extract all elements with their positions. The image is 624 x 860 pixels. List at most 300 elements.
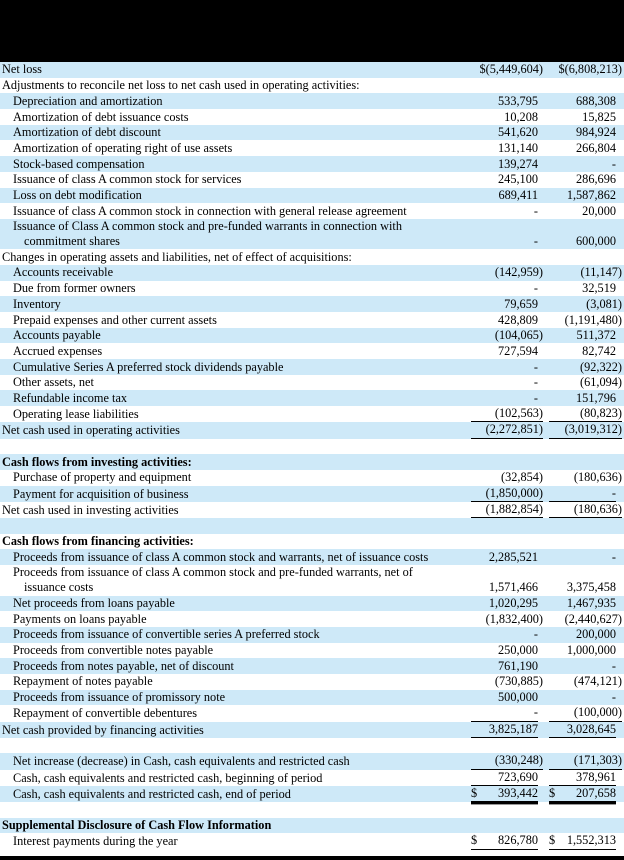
amount-text: 20,000	[582, 203, 616, 218]
row-label-text: Proceeds from issuance of class A common stock and warrants, net of issuance costs	[13, 549, 429, 564]
amount-text: (1,191,480)	[564, 312, 622, 327]
spacer-row	[0, 439, 624, 455]
amount-text: (3,081)	[586, 296, 622, 311]
amount-text: 1,587,862	[566, 187, 616, 202]
value-col1	[467, 249, 545, 265]
table-row	[0, 470, 624, 486]
table-row	[0, 690, 624, 706]
row-label-cell	[0, 406, 467, 422]
row-label-text: Repayment of convertible debentures	[13, 706, 198, 721]
amount-text: (102,563)	[494, 406, 543, 421]
value-col1	[467, 565, 545, 595]
row-label-text: Cumulative Series A preferred stock dividends payable	[13, 359, 284, 374]
value-col1	[467, 802, 545, 818]
amount-text: (3,019,312)	[564, 422, 622, 437]
row-label-text: Cash flows from investing activities:	[2, 454, 192, 469]
table-row	[0, 674, 624, 690]
row-label-cell	[0, 78, 467, 94]
value-col1	[467, 690, 545, 706]
row-label-text: Proceeds from issuance of class A common stock and pre-funded warrants, net of	[13, 565, 413, 580]
amount-text: (2,440,627)	[564, 611, 622, 626]
amount-text: 761,190	[498, 658, 538, 673]
row-label-wrap-text: commitment shares	[24, 234, 120, 249]
value-col2	[545, 549, 624, 565]
value-col1	[467, 470, 545, 486]
currency-symbol: $	[471, 833, 478, 848]
page-bottom-rule	[0, 856, 624, 860]
value-col2	[545, 627, 624, 643]
value-col2	[545, 78, 624, 94]
value-col2	[545, 359, 624, 375]
value-col2	[545, 565, 624, 595]
value-col1	[467, 705, 545, 721]
row-label-text: Operating lease liabilities	[13, 407, 139, 422]
row-label-wrap-text: issuance costs	[24, 580, 94, 595]
value-col2	[545, 502, 624, 518]
amount-text: (142,959)	[494, 265, 543, 280]
row-label-text: Inventory	[13, 296, 61, 311]
amount-text: 131,140	[498, 140, 538, 155]
row-label-cell	[0, 690, 467, 706]
amount-text: (180,636)	[573, 470, 622, 485]
value-col2	[545, 328, 624, 344]
row-label-text: Amortization of debt discount	[13, 125, 161, 140]
value-col2	[545, 140, 624, 156]
row-label-text: Cash flows from financing activities:	[2, 534, 194, 549]
value-col1	[467, 406, 545, 422]
amount-text: 15,825	[582, 109, 616, 124]
amount-text: $(6,808,213)	[558, 62, 622, 77]
value-col2	[545, 833, 624, 849]
amount-text: 1,020,295	[488, 595, 538, 610]
amount-text: (171,303)	[573, 753, 622, 768]
row-label-cell	[0, 643, 467, 659]
value-col1	[467, 328, 545, 344]
value-col2	[545, 296, 624, 312]
amount-text: -	[611, 156, 616, 171]
value-col1	[467, 78, 545, 94]
table-row	[0, 705, 624, 721]
cash-flow-table-body	[0, 62, 624, 850]
table-row	[0, 375, 624, 391]
amount-text: 3,028,645	[566, 721, 616, 736]
value-col1	[467, 786, 545, 802]
table-row	[0, 818, 624, 834]
row-label-text: Amortization of operating right of use assets	[13, 140, 233, 155]
value-col2	[545, 375, 624, 391]
value-col1	[467, 156, 545, 172]
value-col1	[467, 109, 545, 125]
amount-text: -	[533, 705, 538, 720]
row-label-cell	[0, 770, 467, 786]
value-col2	[545, 343, 624, 359]
table-row	[0, 643, 624, 659]
value-col2	[545, 470, 624, 486]
amount-text: 500,000	[498, 690, 538, 705]
amount-text: -	[533, 203, 538, 218]
value-col1	[467, 818, 545, 834]
value-col2	[545, 93, 624, 109]
value-col1	[467, 627, 545, 643]
amount-text: 393,442	[498, 785, 538, 800]
row-label-text: Net cash used in investing activities	[2, 502, 179, 517]
row-label-cell	[0, 658, 467, 674]
table-row	[0, 565, 624, 595]
table-row	[0, 359, 624, 375]
value-col1	[467, 140, 545, 156]
amount-text: -	[611, 485, 616, 500]
row-label-cell	[0, 486, 467, 502]
value-col1	[467, 486, 545, 502]
amount-text: 32,519	[582, 281, 616, 296]
row-label-text: Cash, cash equivalents and restricted cash, end of period	[13, 786, 291, 801]
value-col2	[545, 674, 624, 690]
amount-text: (61,094)	[579, 375, 622, 390]
row-label-text: Other assets, net	[13, 375, 94, 390]
table-row	[0, 786, 624, 802]
row-label-text: Changes in operating assets and liabilities, net of effect of acquisitions:	[2, 249, 352, 264]
table-row	[0, 203, 624, 219]
value-col1	[467, 753, 545, 769]
table-row	[0, 265, 624, 281]
row-label-text: Accounts payable	[13, 328, 101, 343]
value-col2	[545, 156, 624, 172]
amount-text: 286,696	[576, 172, 616, 187]
amount-text: 826,780	[498, 833, 538, 848]
table-row	[0, 422, 624, 438]
amount-text: 266,804	[576, 140, 616, 155]
row-label-cell	[0, 833, 467, 849]
row-label-cell	[0, 422, 467, 438]
row-label-text: Proceeds from issuance of promissory note	[13, 690, 226, 705]
row-label-cell	[0, 439, 467, 455]
value-col2	[545, 596, 624, 612]
currency-symbol: $	[549, 833, 556, 848]
table-row	[0, 249, 624, 265]
value-col1	[467, 265, 545, 281]
value-col2	[545, 690, 624, 706]
value-col2	[545, 422, 624, 438]
amount-text: 378,961	[576, 769, 616, 784]
amount-text: 139,274	[498, 156, 538, 171]
row-label-cell	[0, 518, 467, 534]
amount-text: 3,825,187	[488, 721, 538, 736]
value-col2	[545, 188, 624, 204]
row-label-cell	[0, 611, 467, 627]
value-col1	[467, 422, 545, 438]
row-label-text: Adjustments to reconcile net loss to net cash used in operating activities:	[2, 78, 360, 93]
row-label-text: Issuance of class A common stock in connection with general release agreement	[13, 203, 407, 218]
currency-symbol: $	[471, 785, 478, 800]
row-label-cell	[0, 705, 467, 721]
row-label-text: Purchase of property and equipment	[13, 470, 192, 485]
row-label-text: Depreciation and amortization	[13, 93, 163, 108]
amount-text: (92,322)	[579, 359, 622, 374]
table-row	[0, 328, 624, 344]
table-row	[0, 596, 624, 612]
row-label-text: Due from former owners	[13, 281, 136, 296]
amount-text: -	[533, 234, 538, 249]
value-col2	[545, 738, 624, 754]
row-label-text: Cash, cash equivalents and restricted cash, beginning of period	[13, 770, 323, 785]
value-col2	[545, 249, 624, 265]
row-label-text: Interest payments during the year	[13, 834, 178, 849]
row-label-cell	[0, 390, 467, 406]
value-col1	[467, 125, 545, 141]
value-col1	[467, 343, 545, 359]
amount-text: 10,208	[504, 109, 538, 124]
value-col1	[467, 439, 545, 455]
row-label-text: Net cash provided by financing activities	[2, 722, 204, 737]
row-label-cell	[0, 802, 467, 818]
amount-text: 79,659	[504, 296, 538, 311]
row-label-text: Repayment of notes payable	[13, 674, 153, 689]
row-label-cell	[0, 738, 467, 754]
value-col1	[467, 722, 545, 738]
amount-text: (1,832,400)	[485, 611, 543, 626]
table-row	[0, 406, 624, 422]
row-label-cell	[0, 722, 467, 738]
row-label-cell	[0, 359, 467, 375]
value-col2	[545, 611, 624, 627]
value-col2	[545, 818, 624, 834]
row-label-cell	[0, 470, 467, 486]
row-label-cell	[0, 62, 467, 78]
row-label-text: Supplemental Disclosure of Cash Flow Information	[2, 818, 272, 833]
value-col2	[545, 518, 624, 534]
value-col2	[545, 786, 624, 802]
row-label-text: Proceeds from convertible notes payable	[13, 643, 214, 658]
amount-text: 984,924	[576, 125, 616, 140]
value-col2	[545, 454, 624, 470]
row-label-cell	[0, 343, 467, 359]
value-col1	[467, 281, 545, 297]
table-row	[0, 658, 624, 674]
value-col1	[467, 738, 545, 754]
row-label-text: Accounts receivable	[13, 265, 114, 280]
value-col1	[467, 658, 545, 674]
row-label-text: Net loss	[2, 62, 42, 77]
value-col2	[545, 312, 624, 328]
amount-text: 1,571,466	[488, 580, 538, 595]
row-label-cell	[0, 534, 467, 550]
amount-text: (180,636)	[573, 501, 622, 516]
row-label-cell	[0, 281, 467, 297]
row-label-cell	[0, 125, 467, 141]
row-label-cell	[0, 627, 467, 643]
table-row	[0, 125, 624, 141]
value-col1	[467, 833, 545, 849]
row-label-text: Payment for acquisition of business	[13, 486, 189, 501]
value-col2	[545, 753, 624, 769]
amount-text: 688,308	[576, 93, 616, 108]
table-row	[0, 140, 624, 156]
table-row	[0, 62, 624, 78]
value-col1	[467, 203, 545, 219]
amount-text: (11,147)	[580, 265, 622, 280]
value-col2	[545, 203, 624, 219]
table-row	[0, 78, 624, 94]
redacted-header-block	[0, 0, 624, 62]
value-col1	[467, 312, 545, 328]
amount-text: (474,121)	[573, 674, 622, 689]
row-label-cell	[0, 549, 467, 565]
amount-text: 1,552,313	[566, 833, 616, 848]
amount-text: (1,882,854)	[485, 501, 543, 516]
row-label-text: Proceeds from issuance of convertible series A preferred stock	[13, 627, 320, 642]
row-label-text: Issuance of class A common stock for services	[13, 172, 242, 187]
amount-text: (104,065)	[494, 328, 543, 343]
spacer-row	[0, 738, 624, 754]
value-col2	[545, 172, 624, 188]
spacer-row	[0, 518, 624, 534]
row-label-cell	[0, 454, 467, 470]
value-col2	[545, 439, 624, 455]
currency-symbol: $	[549, 785, 556, 800]
cash-flow-statement-table	[0, 62, 624, 850]
row-label-cell	[0, 93, 467, 109]
value-col2	[545, 219, 624, 249]
table-row	[0, 454, 624, 470]
table-row	[0, 93, 624, 109]
amount-text: 689,411	[498, 187, 538, 202]
amount-text: (32,854)	[500, 470, 543, 485]
amount-text: 600,000	[576, 234, 616, 249]
value-col2	[545, 406, 624, 422]
amount-text: -	[611, 658, 616, 673]
table-row	[0, 296, 624, 312]
table-row	[0, 312, 624, 328]
amount-text: 245,100	[498, 172, 538, 187]
row-label-cell	[0, 156, 467, 172]
value-col1	[467, 188, 545, 204]
amount-text: 3,375,458	[566, 580, 616, 595]
value-col1	[467, 62, 545, 78]
value-col1	[467, 611, 545, 627]
row-label-text: Accrued expenses	[13, 343, 103, 358]
row-label-cell	[0, 818, 467, 834]
amount-text: 428,809	[498, 312, 538, 327]
row-label-cell	[0, 109, 467, 125]
amount-text: 151,796	[576, 390, 616, 405]
row-label-cell	[0, 328, 467, 344]
value-col2	[545, 705, 624, 721]
value-col1	[467, 296, 545, 312]
table-row	[0, 486, 624, 502]
row-label-text: Net increase (decrease) in Cash, cash equivalents and restricted cash	[13, 754, 350, 769]
row-label-cell	[0, 596, 467, 612]
table-row	[0, 281, 624, 297]
amount-text: 250,000	[498, 643, 538, 658]
amount-text: -	[533, 375, 538, 390]
amount-text: 727,594	[498, 343, 538, 358]
table-row	[0, 219, 624, 249]
table-row	[0, 343, 624, 359]
row-label-cell	[0, 265, 467, 281]
value-col2	[545, 390, 624, 406]
table-row	[0, 109, 624, 125]
value-col1	[467, 643, 545, 659]
row-label-cell	[0, 296, 467, 312]
table-row	[0, 390, 624, 406]
value-col2	[545, 486, 624, 502]
table-row	[0, 770, 624, 786]
value-col1	[467, 770, 545, 786]
amount-text: 1,467,935	[566, 595, 616, 610]
amount-text: 82,742	[582, 343, 616, 358]
value-col1	[467, 502, 545, 518]
row-label-text: Net proceeds from loans payable	[13, 595, 175, 610]
value-col1	[467, 518, 545, 534]
amount-text: $(5,449,604)	[479, 62, 543, 77]
row-label-cell	[0, 786, 467, 802]
table-row	[0, 156, 624, 172]
amount-text: 723,690	[498, 769, 538, 784]
amount-text: 1,000,000	[566, 643, 616, 658]
table-row	[0, 611, 624, 627]
row-label-cell	[0, 565, 467, 595]
value-col1	[467, 219, 545, 249]
table-row	[0, 502, 624, 518]
row-label-cell	[0, 219, 467, 249]
amount-text: -	[533, 627, 538, 642]
amount-text: 533,795	[498, 93, 538, 108]
table-row	[0, 188, 624, 204]
row-label-text: Proceeds from notes payable, net of discount	[13, 658, 234, 673]
value-col2	[545, 281, 624, 297]
value-col2	[545, 534, 624, 550]
amount-text: 207,658	[576, 785, 616, 800]
table-row	[0, 722, 624, 738]
row-label-text: Loss on debt modification	[13, 187, 142, 202]
value-col1	[467, 359, 545, 375]
amount-text: -	[533, 390, 538, 405]
row-label-cell	[0, 674, 467, 690]
amount-text: -	[611, 549, 616, 564]
row-label-cell	[0, 753, 467, 769]
table-row	[0, 627, 624, 643]
value-col2	[545, 62, 624, 78]
row-label-cell	[0, 249, 467, 265]
amount-text: 2,285,521	[488, 549, 538, 564]
amount-text: -	[533, 281, 538, 296]
amount-text: 511,372	[576, 328, 616, 343]
table-row	[0, 833, 624, 849]
row-label-text: Stock-based compensation	[13, 156, 145, 171]
amount-text: 541,620	[498, 125, 538, 140]
row-label-text: Issuance of Class A common stock and pre-funded warrants in connection with	[13, 218, 402, 233]
amount-text: (730,885)	[494, 674, 543, 689]
value-col1	[467, 534, 545, 550]
row-label-cell	[0, 502, 467, 518]
amount-text: 200,000	[576, 627, 616, 642]
value-col2	[545, 125, 624, 141]
value-col1	[467, 674, 545, 690]
row-label-text: Refundable income tax	[13, 390, 128, 405]
row-label-text: Amortization of debt issuance costs	[13, 109, 189, 124]
value-col1	[467, 596, 545, 612]
value-col2	[545, 658, 624, 674]
row-label-cell	[0, 203, 467, 219]
row-label-cell	[0, 375, 467, 391]
amount-text: -	[611, 690, 616, 705]
value-col2	[545, 265, 624, 281]
table-row	[0, 534, 624, 550]
row-label-cell	[0, 172, 467, 188]
value-col1	[467, 390, 545, 406]
amount-text: -	[533, 359, 538, 374]
value-col1	[467, 93, 545, 109]
